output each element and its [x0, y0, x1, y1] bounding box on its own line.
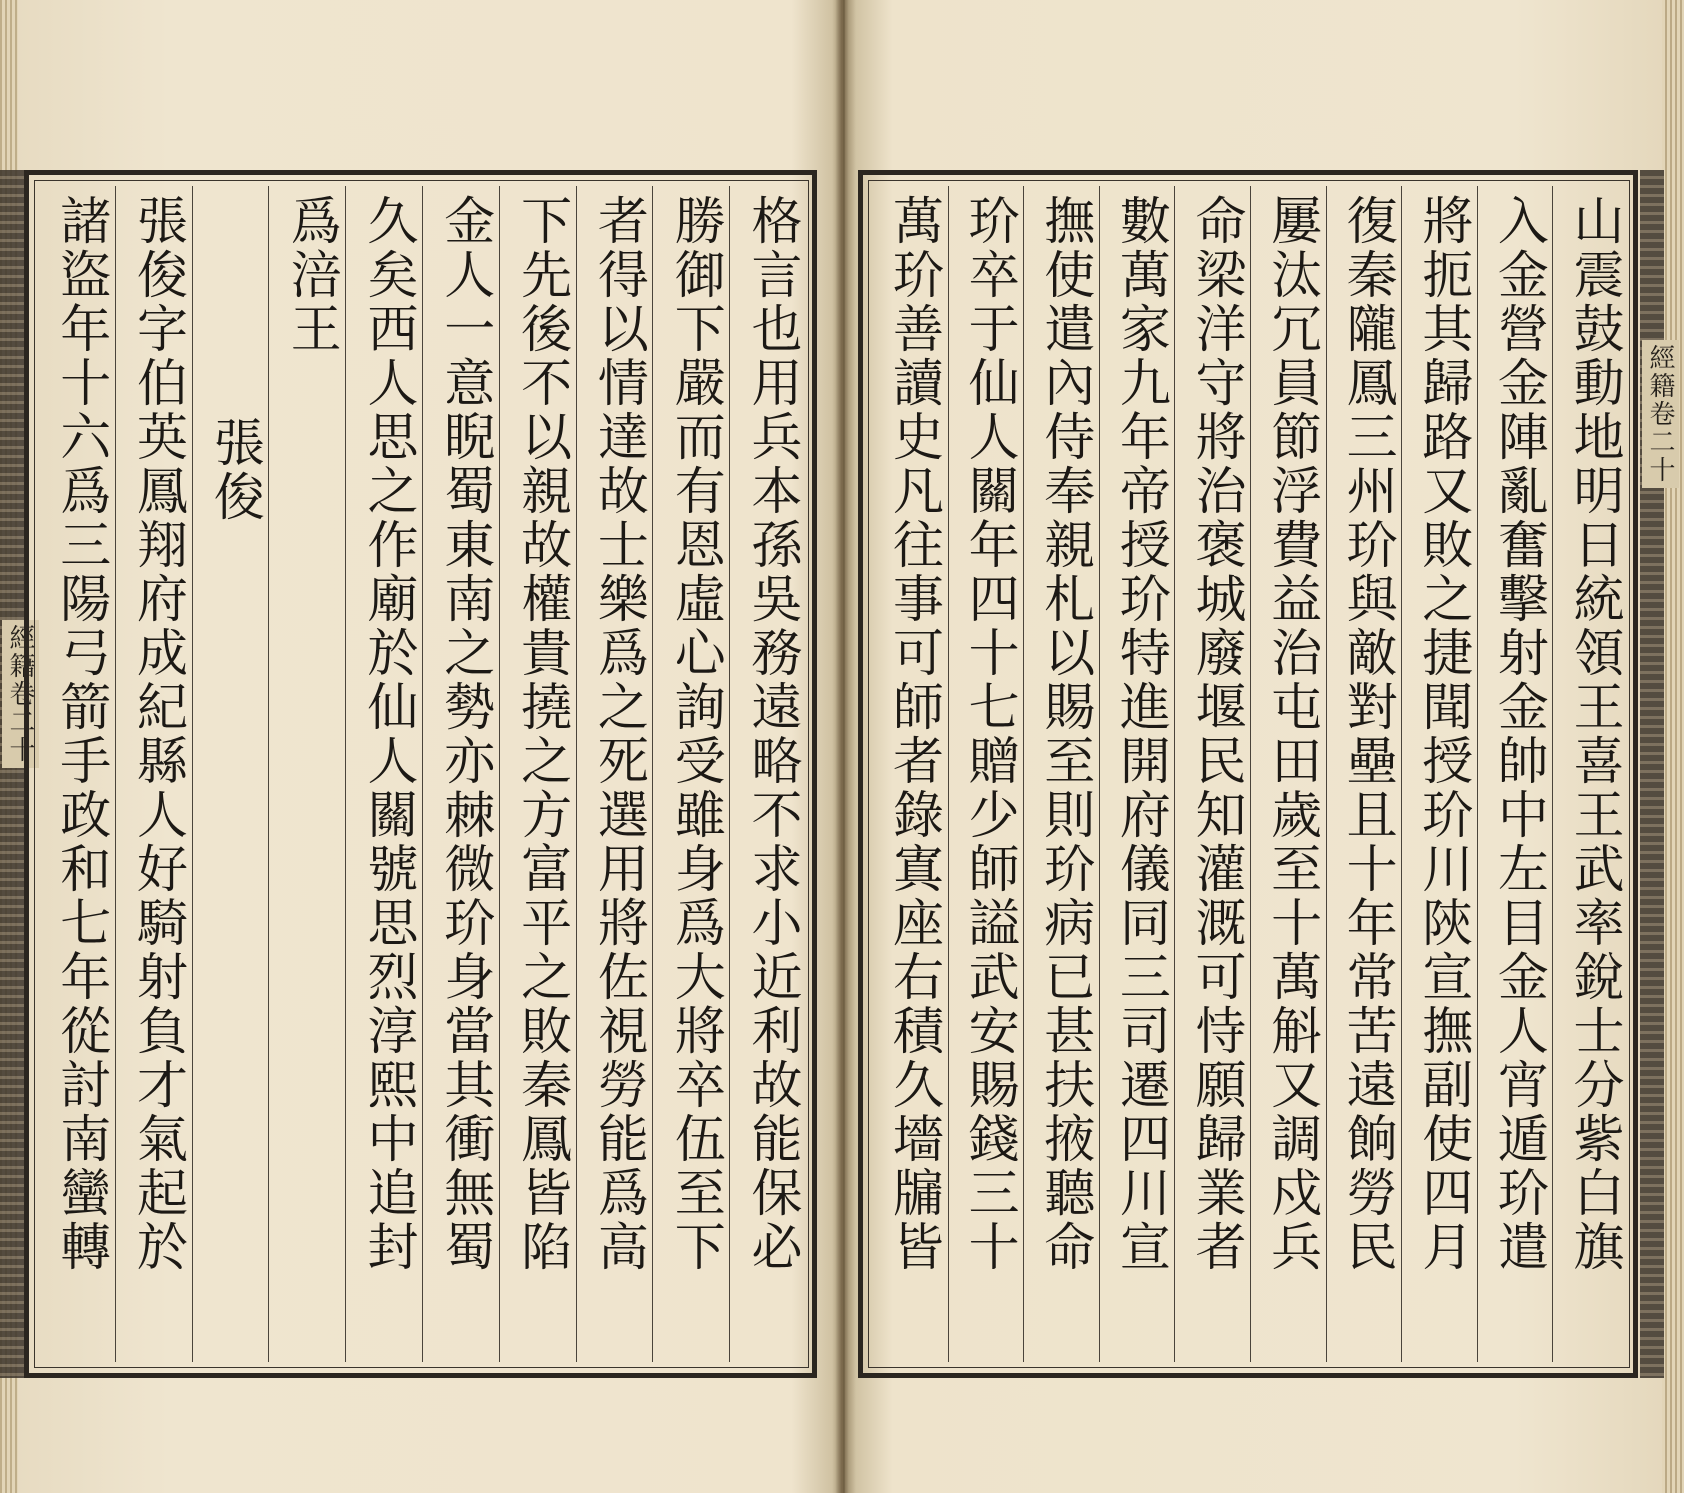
text-column: 諸盜年十六爲三陽弓箭手政和七年從討南蠻轉 — [50, 194, 110, 1274]
left-margin-strip — [0, 170, 26, 1378]
book-gutter — [832, 0, 856, 1493]
left-page-text — [38, 186, 806, 1362]
text-column: 下先後不以親故權貴撓之方富平之敗秦鳳皆陷 — [499, 186, 576, 1362]
right-margin-label: 經籍卷二十 — [1642, 340, 1679, 488]
text-column: 張俊字伯英鳳翔府成紀縣人好騎射負才氣起於 — [115, 186, 192, 1362]
right-page-text — [872, 186, 1628, 1362]
text-column: 久矣西人思之作廟於仙人關號思烈淳熙中追封 — [345, 186, 422, 1362]
text-column: 復秦隴鳳三州玠與敵對壘且十年常苦遠餉勞民 — [1326, 186, 1402, 1362]
text-column: 命梁洋守將治褒城廢堰民知灌溉可恃願歸業者 — [1174, 186, 1250, 1362]
right-page-edge — [1662, 0, 1684, 1493]
text-column: 玠卒于仙人關年四十七贈少師謚武安賜錢三十 — [948, 186, 1024, 1362]
text-column: 山震鼓動地明日統領王喜王武率銳士分紫白旗 — [1552, 186, 1628, 1362]
section-heading: 張俊 — [192, 186, 269, 1362]
text-column: 格言也用兵本孫吳務遠略不求小近利故能保必 — [729, 186, 806, 1362]
text-column: 者得以情達故士樂爲之死選用將佐視勞能爲高 — [576, 186, 653, 1362]
text-column: 數萬家九年帝授玠特進開府儀同三司遷四川宣 — [1099, 186, 1175, 1362]
text-column: 爲涪王 — [268, 186, 345, 1362]
text-column: 入金營金陣亂奮擊射金帥中左目金人宵遁玠遣 — [1477, 186, 1553, 1362]
text-column: 萬玠善讀史凡往事可師者錄寘座右積久墻牖皆 — [883, 194, 943, 1274]
text-column: 屢汰冗員節浮費益治屯田歲至十萬斛又調戍兵 — [1250, 186, 1326, 1362]
text-column: 金人一意睨蜀東南之勢亦棘微玠身當其衝無蜀 — [422, 186, 499, 1362]
text-column: 勝御下嚴而有恩虛心詢受雖身爲大將卒伍至下 — [652, 186, 729, 1362]
left-margin-label: 經籍卷二十 — [2, 620, 39, 768]
text-column: 撫使遣內侍奉親札以賜至則玠病已甚扶掖聽命 — [1023, 186, 1099, 1362]
text-column: 將扼其歸路又敗之捷聞授玠川陝宣撫副使四月 — [1401, 186, 1477, 1362]
